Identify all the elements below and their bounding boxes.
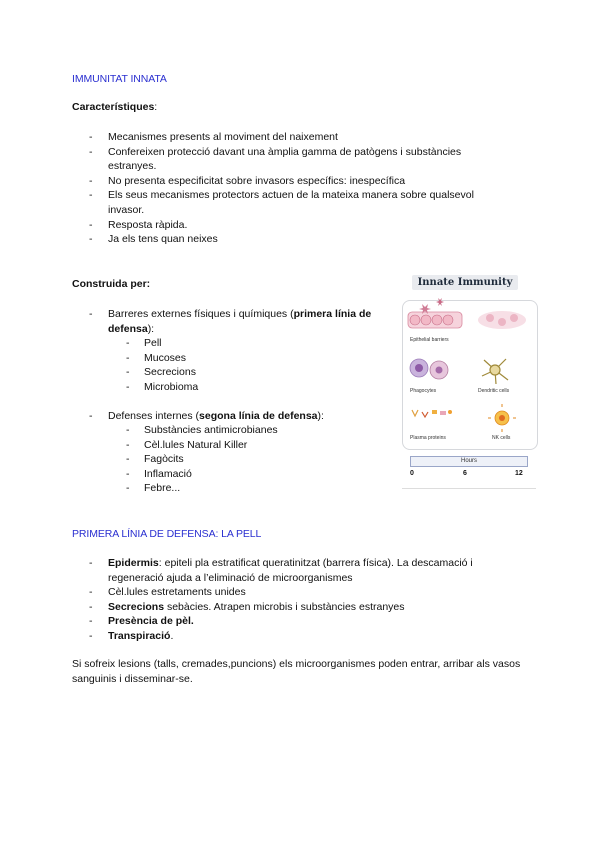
hours-tick-6: 6 xyxy=(463,470,467,477)
phagocytes-icon xyxy=(410,359,448,379)
dendritic-cell-icon xyxy=(482,359,508,384)
section-title-first-line-skin: PRIMERA LÍNIA DE DEFENSA: LA PELL xyxy=(72,528,262,540)
list-item: - Microbioma xyxy=(144,380,344,395)
item-bold: Epidermis xyxy=(108,557,159,569)
external-bold: primera línia de defensa xyxy=(108,308,372,335)
hours-tick-0: 0 xyxy=(410,470,414,477)
item-text: : epiteli pla estratificat queratinitzat (barrera física). La descamació i regeneració ajuda a l’eliminació de microorganismes xyxy=(108,557,473,584)
list-item-hair xyxy=(108,614,508,629)
characteristics-heading xyxy=(72,101,157,113)
skin-defense-list xyxy=(108,556,508,644)
list-item: - Inflamació xyxy=(144,467,364,482)
item-text: Cèl.lules estretaments unides xyxy=(108,586,246,599)
dendritic-cells-label: Dendritic cells xyxy=(478,388,510,394)
nk-cells-label: NK cells xyxy=(492,435,511,441)
characteristics-label: Característiques xyxy=(72,101,155,113)
list-item: - Mucoses xyxy=(144,351,344,366)
internal-post: ): xyxy=(317,410,324,422)
microbe-cluster-icon xyxy=(478,311,526,329)
item-text: . xyxy=(170,629,174,642)
innate-immunity-figure-title: Innate Immunity xyxy=(412,275,518,290)
list-item-epidermis xyxy=(108,556,508,585)
epithelial-barrier-icon xyxy=(408,298,462,328)
list-item: - Resposta ràpida. xyxy=(108,218,508,233)
list-item: - No presenta especificitat sobre invasors específics: inespecífica xyxy=(108,174,508,189)
internal-pre: Defenses internes ( xyxy=(108,410,200,422)
phagocytes-label: Phagocytes xyxy=(410,388,437,394)
list-item: - Secrecions xyxy=(144,365,344,380)
characteristics-colon: : xyxy=(154,101,158,113)
list-item: - Mecanismes presents al moviment del naixement xyxy=(108,130,508,145)
plasma-proteins-icon xyxy=(412,410,452,417)
internal-bold: segona línia de defensa xyxy=(199,410,318,422)
external-post: ): xyxy=(147,322,155,335)
list-item-transpiration xyxy=(108,629,508,644)
hours-tick-12: 12 xyxy=(515,470,523,477)
external-pre: Barreres externes físiques i químiques ( xyxy=(108,308,294,320)
plasma-proteins-label: Plasma proteins xyxy=(410,435,446,441)
item-bold: Secrecions xyxy=(108,600,165,613)
closing-paragraph: Si sofreix lesions (talls, cremades,puncions) els microorganismes poden entrar, arribar als vasos sanguinis i disseminar-se. xyxy=(72,658,521,685)
innate-immunity-illustration xyxy=(402,296,538,448)
hours-axis-bar: Hours xyxy=(410,456,528,467)
item-bold: Transpiració xyxy=(108,629,171,642)
list-item: - Ja els tens quan neixes xyxy=(108,232,508,247)
item-text: sebàcies. Atrapen microbis i substàncies estranyes xyxy=(164,600,405,613)
list-item: - Fagòcits xyxy=(144,452,364,467)
list-item: - Els seus mecanismes protectors actuen de la mateixa manera sobre qualsevol invasor. xyxy=(108,188,508,217)
list-item-internal-defenses xyxy=(108,409,393,424)
nk-cell-icon xyxy=(488,404,516,432)
list-item: - Cèl.lules Natural Killer xyxy=(144,438,364,453)
external-barriers-list xyxy=(108,307,393,336)
external-sublist xyxy=(144,336,344,394)
built-by-heading: Construida per: xyxy=(72,278,151,290)
list-item: - Pell xyxy=(144,336,344,351)
list-item-secretions xyxy=(108,600,508,615)
list-item-external-barriers xyxy=(108,307,393,336)
list-item: - Confereixen protecció davant una àmplia gamma de patògens i substàncies estranyes. xyxy=(108,145,508,174)
figure-divider xyxy=(402,488,536,489)
internal-defenses-list xyxy=(108,409,393,424)
list-item-cells xyxy=(108,585,508,600)
characteristics-list xyxy=(108,130,508,247)
internal-sublist xyxy=(144,423,364,496)
epithelial-barriers-label: Epithelial barriers xyxy=(410,337,449,343)
section-title-innate-immunity: IMMUNITAT INNATA xyxy=(72,73,167,85)
list-item: - Febre... xyxy=(144,481,364,496)
item-bold: Presència de pèl. xyxy=(108,615,194,628)
list-item: - Substàncies antimicrobianes xyxy=(144,423,364,438)
